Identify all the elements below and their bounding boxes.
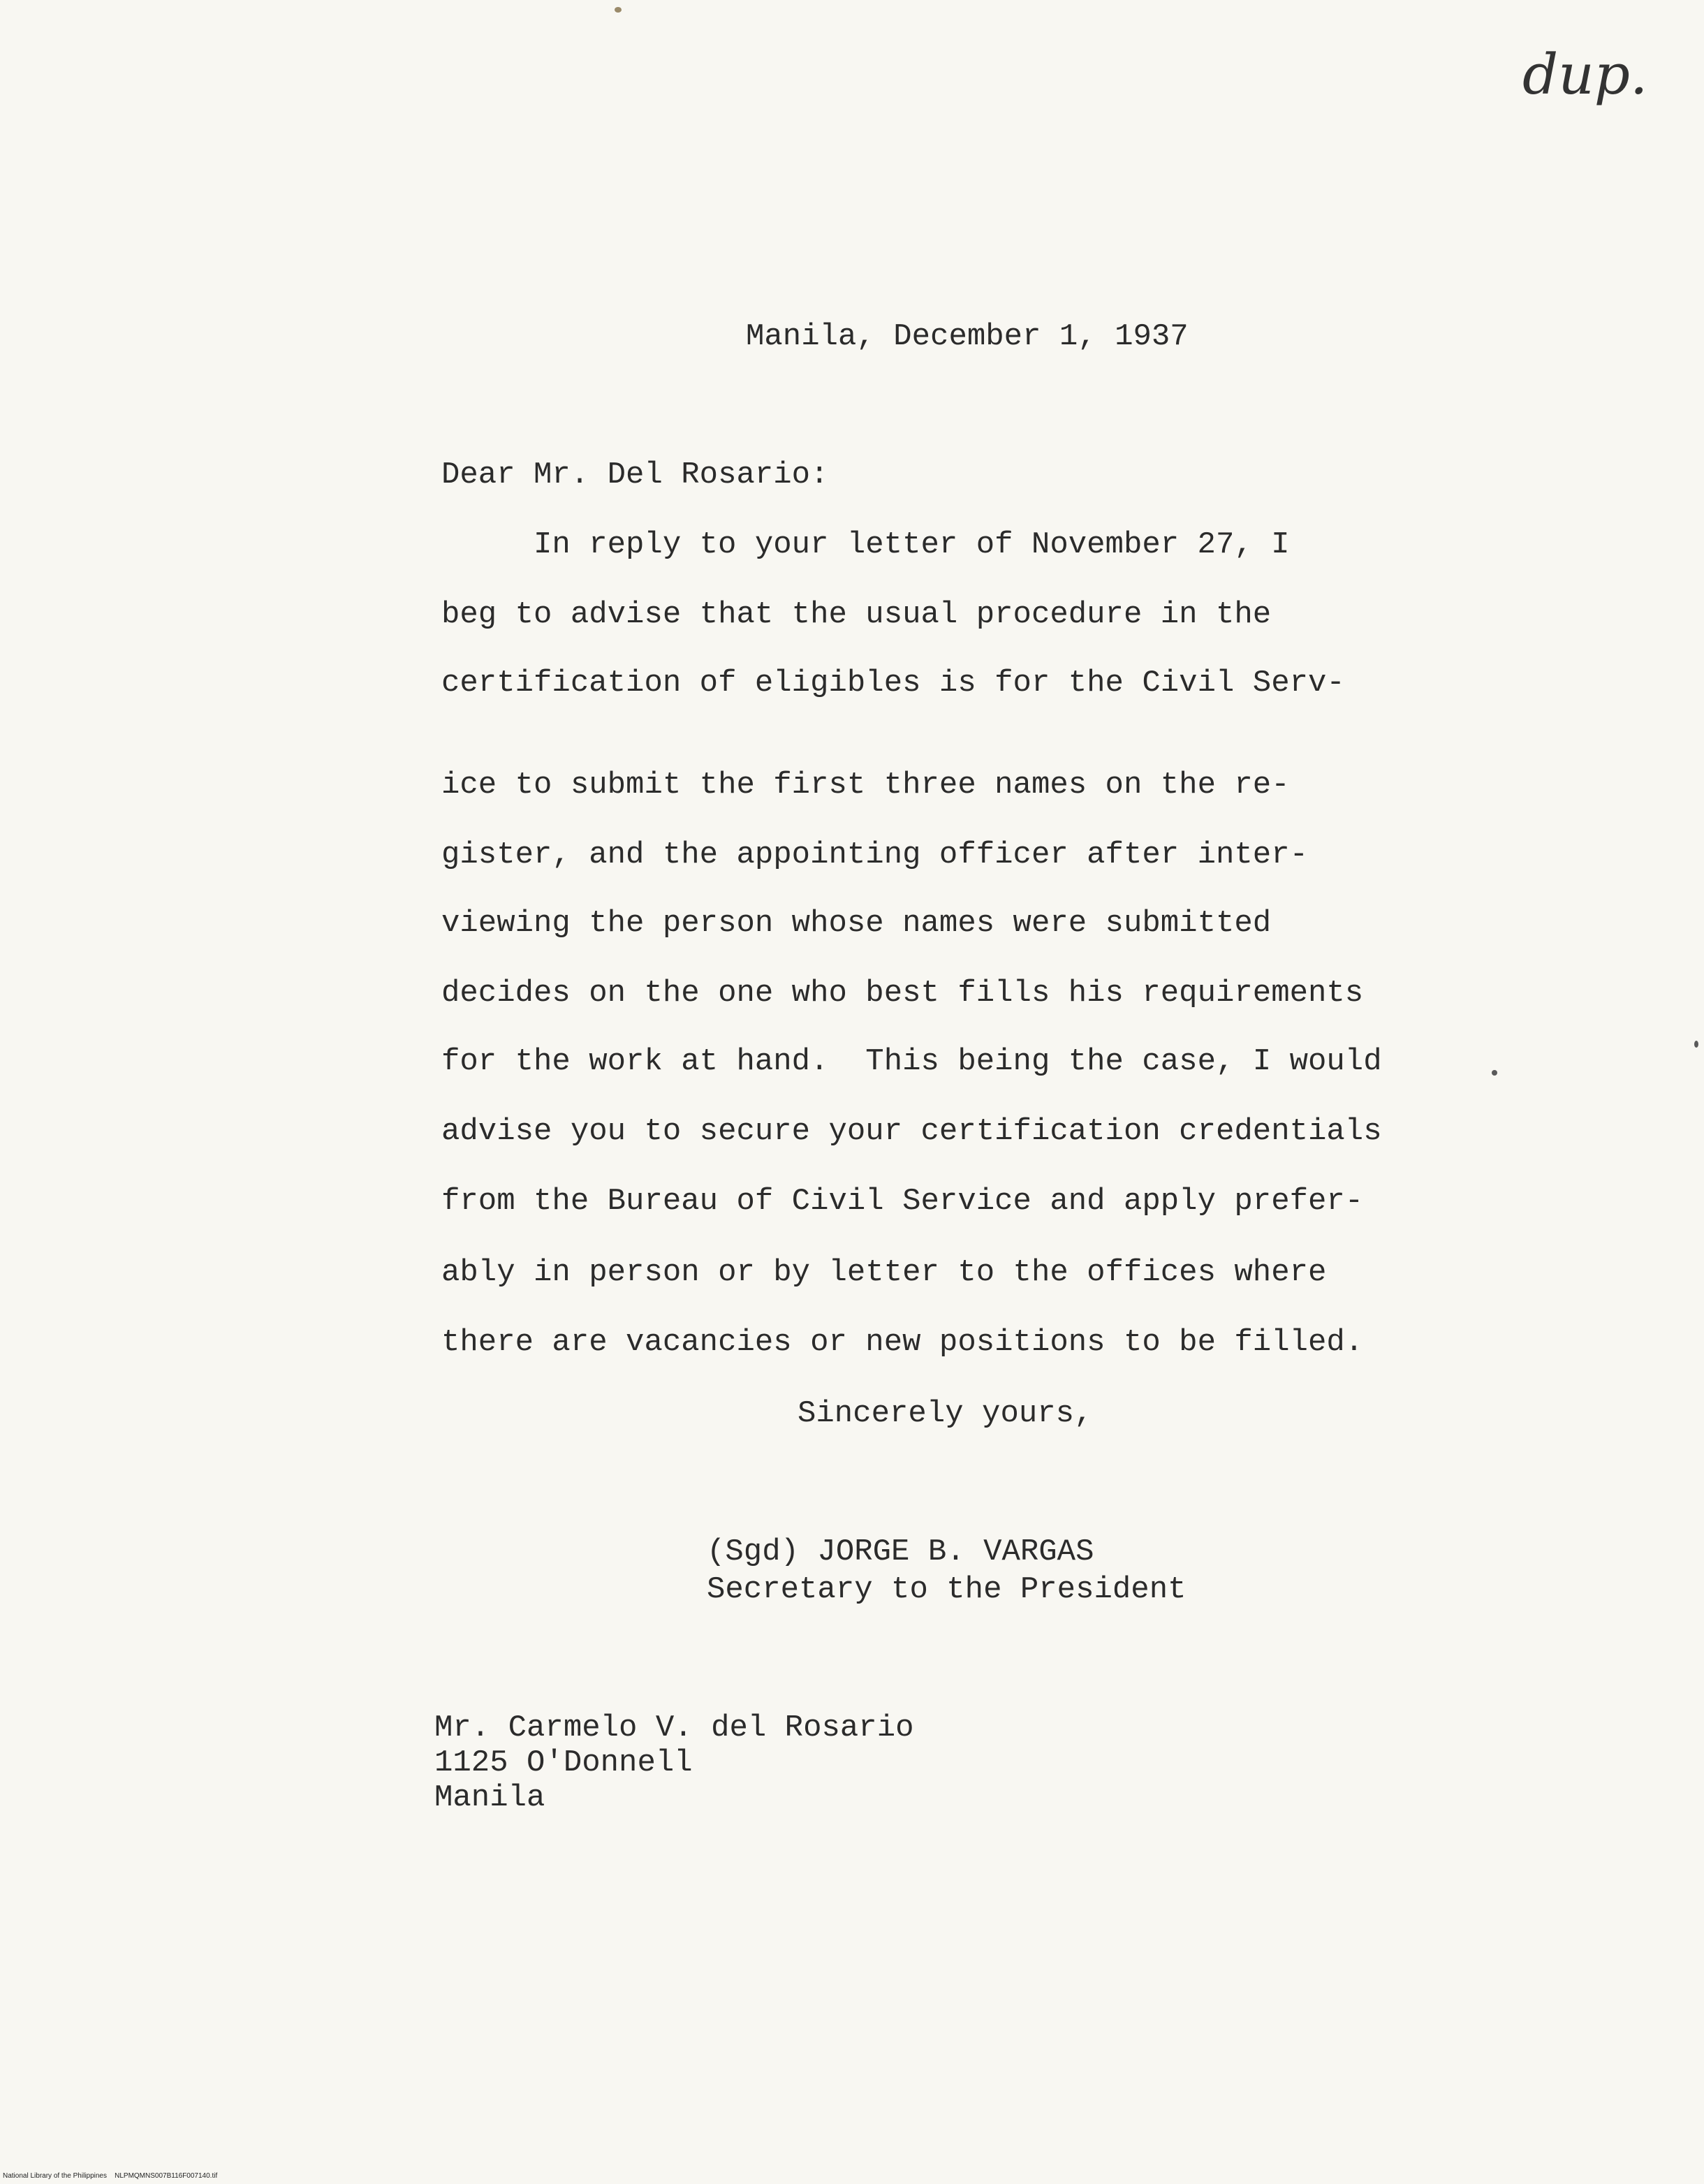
scan-footer [3,2172,217,2181]
body-line: advise you to secure your certification credentials [441,1114,1382,1149]
recipient-street: 1125 O'Donnell [434,1745,693,1780]
body-line: viewing the person whose names were submitted [441,906,1272,941]
date-line: Manila, December 1, 1937 [746,319,1189,354]
paper-speck [1694,1041,1698,1048]
footer-file-id: NLPMQMNS007B116F007140.tif [115,2172,218,2180]
paper-speck [615,7,622,13]
body-line: there are vacancies or new positions to be filled. [441,1325,1364,1360]
body-line: decides on the one who best fills his requirements [441,976,1364,1011]
body-line: In reply to your letter of November 27, I [534,527,1290,562]
salutation: Dear Mr. Del Rosario: [441,457,829,492]
body-line: beg to advise that the usual procedure in the [441,597,1272,632]
recipient-city: Manila [434,1780,545,1815]
handwritten-annotation: dup. [1522,42,1648,107]
body-line: for the work at hand. This being the case, I would [441,1044,1382,1079]
body-line: certification of eligibles is for the Civil Serv- [441,666,1345,701]
body-line: gister, and the appointing officer after inter- [441,837,1309,872]
recipient-name: Mr. Carmelo V. del Rosario [434,1710,914,1745]
signature-name: (Sgd) JORGE B. VARGAS [707,1534,1094,1569]
body-line: from the Bureau of Civil Service and apply prefer- [441,1184,1364,1219]
footer-library: National Library of the Philippines [3,2172,107,2180]
body-line: ice to submit the first three names on the re- [441,768,1290,802]
closing: Sincerely yours, [798,1396,1093,1431]
body-line: ably in person or by letter to the offices where [441,1255,1327,1290]
signature-title: Secretary to the President [707,1572,1187,1607]
paper-speck [1492,1070,1497,1076]
